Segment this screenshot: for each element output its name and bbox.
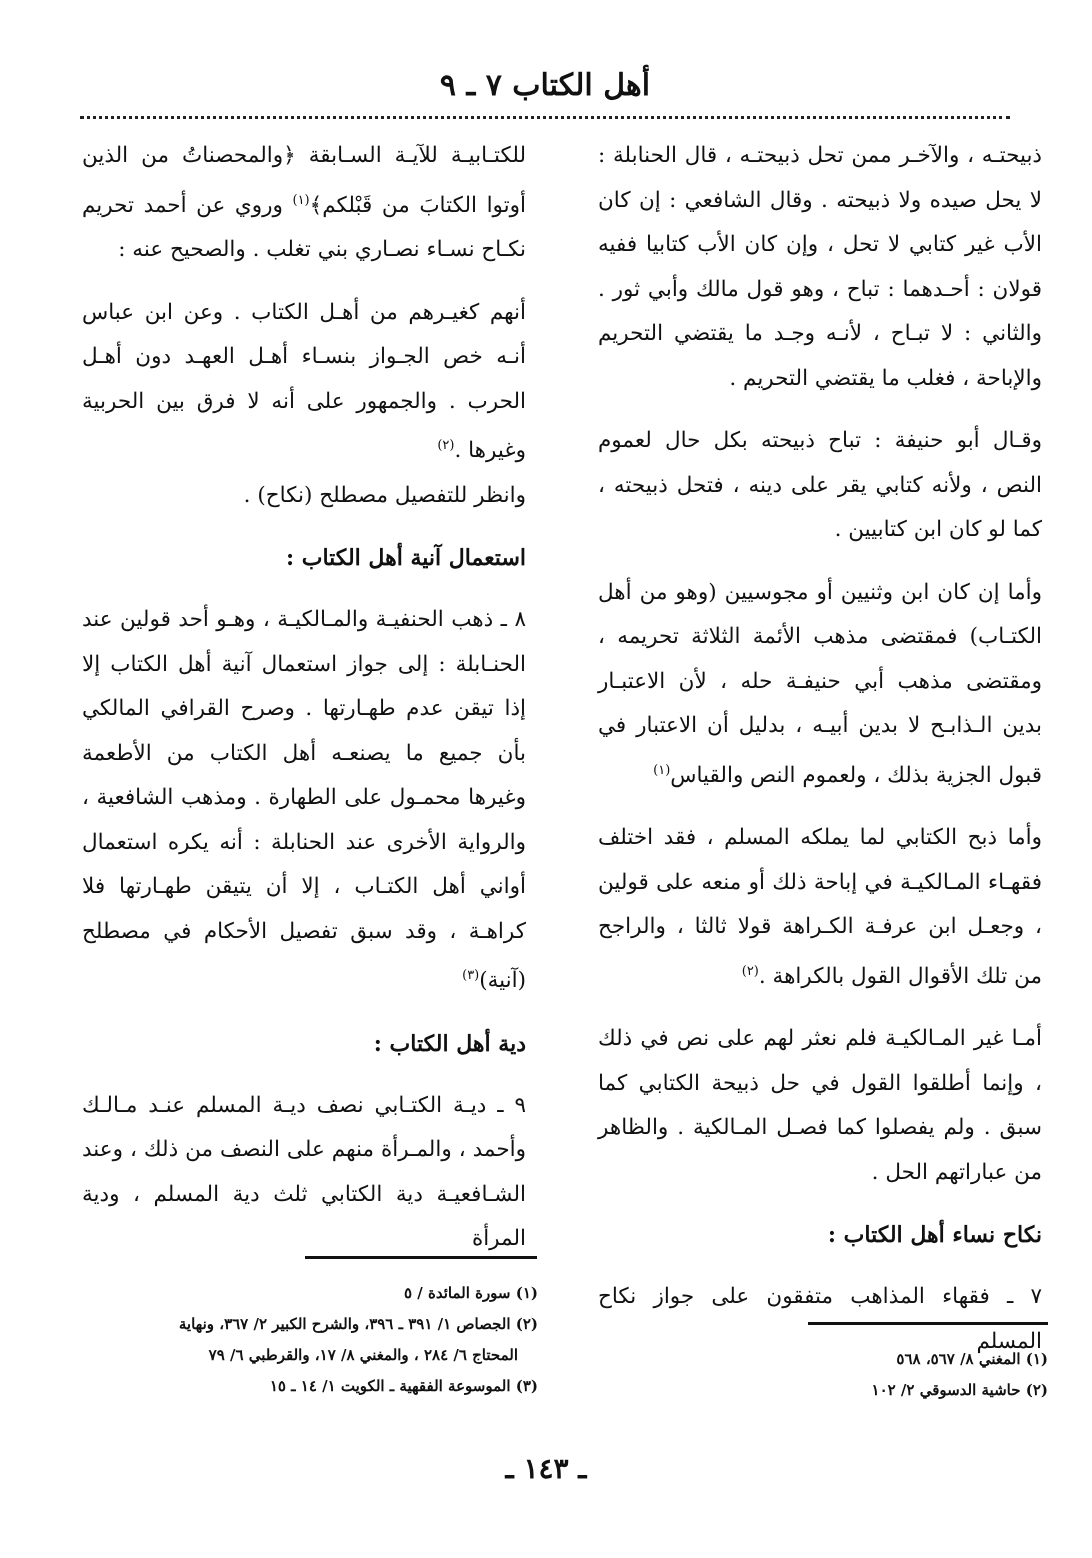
footnote-divider — [305, 1256, 537, 1259]
footnote: (٣) الموسوعة الفقهية ـ الكويت ١/ ١٤ ـ ١٥ — [269, 1377, 538, 1395]
paragraph: ٨ ـ ذهب الحنفيـة والمـالكيـة ، وهـو أحد قولين عند الحنـابلة : إلى جواز استعمال آنية أهل الكتاب إلا إذا تيقن عدم طهـارتها . وصرح القرافي المالكي بأن جميع ما يصنعـه أهل الكتاب من الأطعمة وغيرها محمـول على الطهارة . ومذهب الشافعية ، والرواية الأخرى عند الحنابلة : أنه يكره استعمال أواني أهل الكتـاب ، إلا أن يتيقن طهـارتها فلا كراهـة ، وقد سبق تفصيل الأحكام في مصطلح (آنية)$^{(٣)}$ — [82, 607, 526, 994]
page-title: أهل الكتاب ٧ ـ ٩ — [439, 68, 651, 103]
header-divider — [80, 116, 1010, 119]
footnote: (١) المغني ٨/ ٥٦٧، ٥٦٨ — [896, 1350, 1048, 1368]
right-column — [598, 134, 1042, 1364]
page-number: ـ ١٤٣ ـ — [505, 1452, 587, 1485]
paragraph: للكتـابيـة للآيـة السـابقة ﴿والمحصناتُ من الذين أوتوا الكتابَ من قَبْلكم﴾$^{(١)}$ وروي عن أحمد تحريم نكـاح نسـاء نصـاري بني تغلب . والصحيح عنه : — [82, 143, 526, 263]
footnote-ref: (١) — [292, 192, 310, 208]
footnote: (١) سورة المائدة / ٥ — [403, 1284, 538, 1302]
paragraph: أمـا غير المـالكيـة فلم نعثر لهم على نص في ذلك ، وإنما أطلقوا القول في حل ذبيحة الكتابي كما سبق . ولم يفصلوا كما فصـل المـالكية . والظاهر من عباراتهم الحل . — [598, 1026, 1042, 1185]
footnote-ref: (٢) — [437, 438, 455, 454]
footnotes-left — [82, 1278, 538, 1402]
section-heading: نكاح نساء أهل الكتاب : — [827, 1222, 1042, 1249]
paragraph: ذبيحتـه ، والآخـر ممن تحل ذبيحتـه ، قال الحنابلة : لا يحل صيده ولا ذبيحته . وقال الشافعي : إن كان الأب غير كتابي لا تحل ، وإن كان الأب كتابيا ففيه قولان : أحـدهما : تباح ، وهو قول مالك وأبي ثور . والثاني : لا تبـاح ، لأنـه وجـد ما يقتضي التحريم والإباحة ، فغلب ما يقتضي التحريم . — [598, 143, 1042, 391]
paragraph: وأما إن كان ابن وثنيين أو مجوسيين (وهو من أهل الكتـاب) فمقتضى مذهب الأئمة الثلاثة تحريمه ، ومقتضى مذهب أبي حنيفـة حله ، لأن الاعتبـار بدين الـذابـح لا بدين أبيـه ، بدليل أن الاعتبار في قبول الجزية بذلك ، ولعموم النص والقياس$^{(١)}$ — [598, 579, 1042, 788]
section-heading: استعمال آنية أهل الكتاب : — [285, 545, 526, 572]
paragraph: وأما ذبح الكتابي لما يملكه المسلم ، فقد اختلف فقهـاء المـالكيـة في إباحة ذلك أو منعه على قولين ، وجعـل ابن عرفـة الكـراهة قولا ثالثا ، والراجح من تلك الأقوال القول بالكراهة .$^{(٢)}$ — [598, 825, 1042, 989]
paragraph: ٧ ـ فقهاء المذاهب متفقون على جواز نكاح المسلم — [598, 1284, 1042, 1354]
footnote: (٢) الجصاص ١/ ٣٩١ ـ ٣٩٦، والشرح الكبير ٢/ ٣٦٧، ونهاية — [178, 1315, 538, 1333]
section-heading: دية أهل الكتاب : — [373, 1030, 526, 1057]
footnotes-right — [598, 1344, 1048, 1406]
footnote-ref: (٢) — [741, 963, 759, 979]
paragraph: وقـال أبو حنيفة : تباح ذبيحته بكل حال لعموم النص ، ولأنه كتابي يقر على دينه ، فتحل ذبيحته ، كما لو كان ابن كتابيين . — [598, 428, 1042, 542]
footnote-divider — [808, 1322, 1048, 1325]
paragraph: ٩ ـ ديـة الكتـابي نصف ديـة المسلم عنـد مـالـك وأحمد ، والمـرأة منهم على النصف من ذلك ، وعند الشـافعيـة دية الكتابي ثلث دية المسلم ، ودية المرأة — [82, 1092, 526, 1252]
footnote-ref: (١) — [653, 762, 671, 778]
footnote: (٢) حاشية الدسوقي ٢/ ١٠٢ — [871, 1381, 1048, 1399]
paragraph: أنهم كغيـرهم من أهـل الكتاب . وعن ابن عباس أنـه خص الجـواز بنسـاء أهـل العهـد دون أهـل الحرب . والجمهور على أنه لا فرق بين الحربية وغيرها .$^{(٢)}$ — [82, 299, 526, 464]
left-column — [82, 134, 526, 1262]
footnote: المحتاج ٦/ ٢٨٤ ، والمغني ٨/ ١٧، والقرطبي ٦/ ٧٩ — [208, 1346, 518, 1364]
footnote-ref: (٣) — [462, 968, 480, 984]
paragraph: وانظر للتفصيل مصطلح (نكاح) . — [243, 482, 526, 508]
